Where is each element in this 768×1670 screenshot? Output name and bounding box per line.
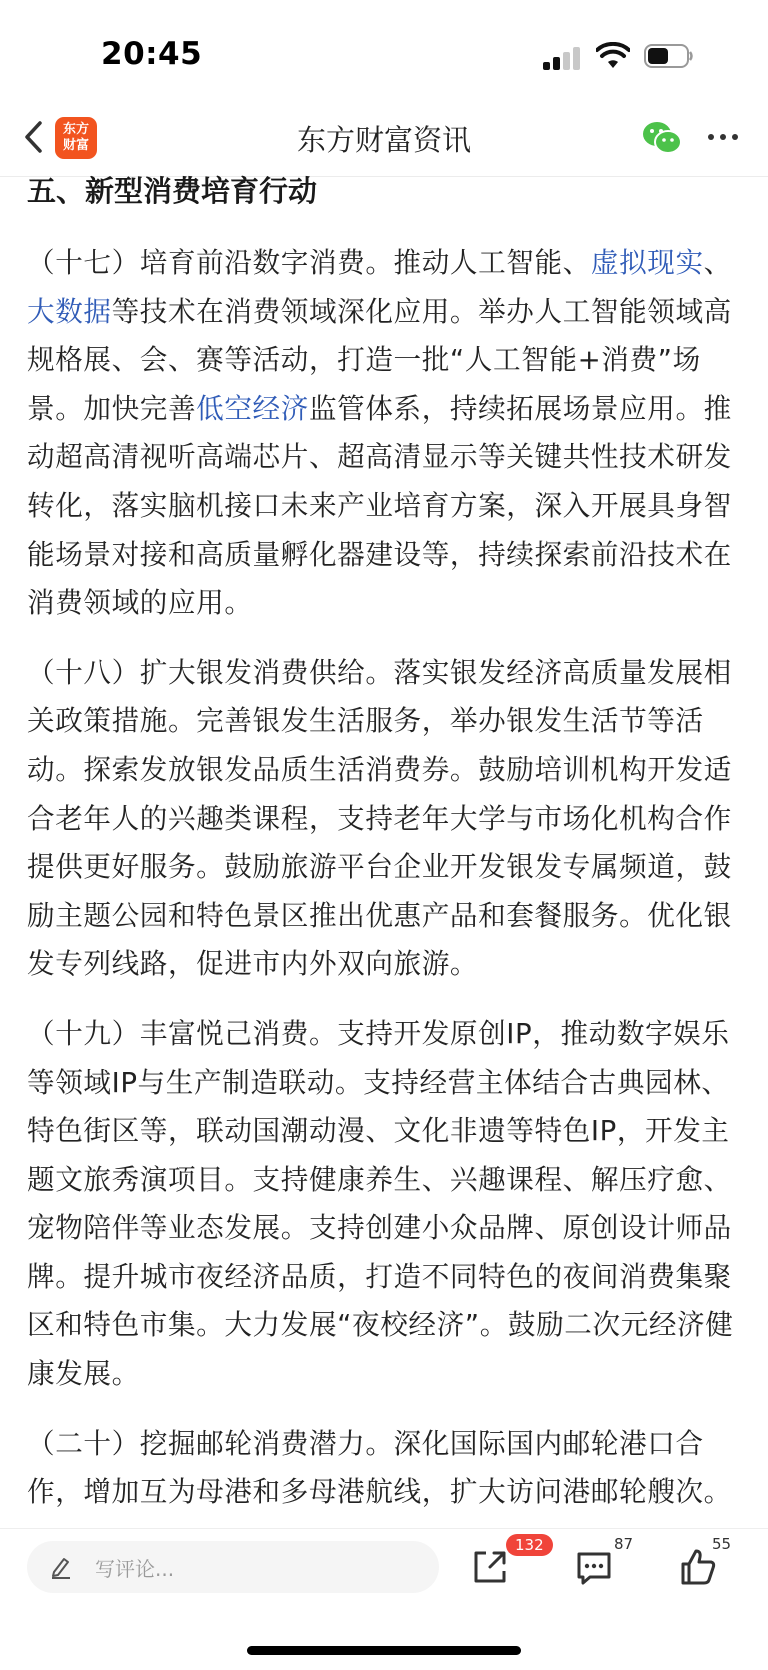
app-logo-line2: 财富 <box>62 138 89 153</box>
battery-icon <box>644 44 694 68</box>
paragraph-text: 监管体系，持续拓展场景应用。推动超高清视听高端芯片、超高清显示等关键共性技术研发转化，落实脑机接口未来产业培育方案，深入开展具身智能场景对接和高质量孵化器建设等，持续探索前沿技术在消费领域的应用。 <box>27 391 732 620</box>
wechat-icon[interactable] <box>642 120 682 156</box>
status-time: 20:45 <box>101 36 203 72</box>
comment-count: 87 <box>614 1535 634 1553</box>
status-bar <box>0 0 768 100</box>
comment-icon[interactable] <box>574 1547 614 1587</box>
bottom-action-bar <box>0 1528 768 1670</box>
article-paragraph: （十八）扩大银发消费供给。落实银发经济高质量发展相关政策措施。完善银发生活服务，举办银发生活节等活动。探索发放银发品质生活消费券。鼓励培训机构开发适合老年人的兴趣类课程，支持老年大学与市场化机构合作提供更好服务。鼓励旅游平台企业开发银发专属频道，鼓励主题公园和特色景区推出优惠产品和套餐服务。优化银发专列线路，促进市内外双向旅游。 <box>27 655 732 981</box>
back-chevron-icon[interactable] <box>20 117 48 157</box>
cellular-signal-icon <box>543 46 583 70</box>
article-paragraph <box>27 239 745 628</box>
wifi-icon <box>596 42 630 70</box>
comment-input[interactable] <box>27 1541 439 1593</box>
keyword-link-bigdata[interactable]: 大数据 <box>27 294 112 328</box>
pen-icon <box>49 1555 73 1579</box>
share-icon[interactable] <box>470 1547 510 1587</box>
app-logo[interactable] <box>55 117 97 159</box>
article-paragraph: （二十）挖掘邮轮消费潜力。深化国际国内邮轮港口合作，增加互为母港和多母港航线，扩大访问港邮轮艘次。 <box>27 1426 732 1509</box>
keyword-link-vr[interactable]: 虚拟现实 <box>590 246 704 279</box>
thumbs-up-icon[interactable] <box>678 1547 718 1587</box>
section-heading: 五、新型消费培育行动 <box>27 174 318 208</box>
article-paragraph: （十九）丰富悦己消费。支持开发原创IP，推动数字娱乐等领域IP与生产制造联动。支持经营主体结合古典园林、特色街区等，联动国潮动漫、文化非遗等特色IP，开发主题文旅秀演项目。支持健康养生、兴趣课程、解压疗愈、宠物陪伴等业态发展。支持创建小众品牌、原创设计师品牌。提升城市夜经济品质，打造不同特色的夜间消费集聚区和特色市集。大力发展“夜校经济”。鼓励二次元经济健康发展。 <box>27 1016 734 1391</box>
like-count: 55 <box>712 1535 732 1553</box>
app-logo-line1: 东方 <box>62 122 89 137</box>
keyword-link-low-altitude-economy[interactable]: 低空经济 <box>196 391 309 425</box>
paragraph-text: （十七）培育前沿数字消费。推动人工智能、 <box>27 246 591 279</box>
home-indicator[interactable] <box>247 1646 521 1655</box>
more-icon[interactable] <box>705 125 741 149</box>
article-body <box>27 165 745 1525</box>
paragraph-text: 、 <box>703 246 732 279</box>
comment-placeholder: 写评论... <box>95 1557 175 1581</box>
page-title: 东方财富资讯 <box>296 123 471 157</box>
paragraph-text: 等技术在消费领域深化应用。举办人工智能领域高规格展、会、赛等活动，打造一批“人工智能+消费”场景。加快完善 <box>27 294 732 425</box>
share-count-badge: 132 <box>506 1534 553 1556</box>
